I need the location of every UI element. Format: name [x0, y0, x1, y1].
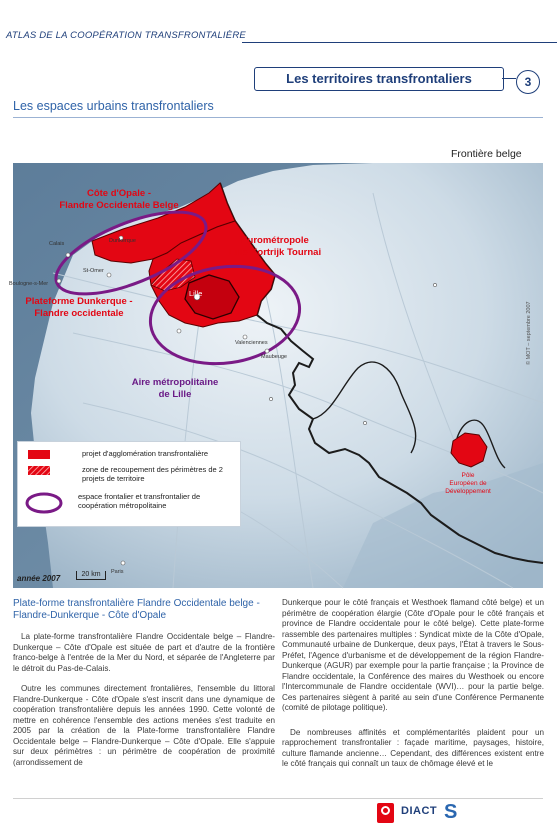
town-paris: Paris — [111, 569, 124, 575]
legend-swatch-espace — [24, 490, 72, 516]
article-right-column — [282, 598, 544, 780]
partner-logo-red — [377, 803, 394, 823]
label-pole-3: Développement — [445, 488, 491, 495]
town-lille: Lille — [189, 289, 203, 298]
article-left-paragraph-1: La plate-forme transfrontalière Flandre Occidentale belge – Flandre-Dunkerque – Côte d'Opale est située de part et d'autre de la frontière franco-belge à l'entrée de la Mer du Nord, et séparée de l'Angleterre par le détroit du Pas-de-Calais. — [13, 632, 275, 673]
page-number-connector — [502, 78, 516, 79]
legend-agglo-text: projet d'agglomération transfrontalière — [82, 449, 209, 458]
label-pole-1: Pôle — [461, 472, 475, 479]
town-valenciennes: Valenciennes — [235, 340, 268, 346]
article-right-paragraph-2: De nombreuses affinités et complémentarités plaident pour un rapprochement transfrontalier : façade maritime, paysages, histoire, culture flamande ancienne… Cependant, des différences existent entre le côté français qui connaît un taux de chômage élevé et le — [282, 727, 544, 768]
article-title: Plate-forme transfrontalière Flandre Occidentale belge - Flandre-Dunkerque - Côte d'Opale — [13, 598, 260, 621]
legend-espace-text: espace frontalier et transfrontalier de coopération métropolitaine — [78, 492, 201, 510]
label-flandre-occidentale: Flandre occidentale — [34, 308, 124, 319]
label-eurometropole: Eurométropole — [241, 235, 309, 246]
map-legend — [17, 441, 241, 527]
label-plateforme: Plateforme Dunkerque - — [25, 296, 133, 307]
map-frame-label: Frontière belge — [451, 148, 522, 160]
article-left-paragraph-2: Outre les communes directement frontalières, l'ensemble du littoral Flandre-Dunkerque - Côte d'Opale s'est inscrit dans une dynamique de coopération transfrontalière depuis les années 1990. Cette volonté de mettre en cohérence l'ensemble des actions menées s'est traduite en 2005 par la création de la Plate-forme transfrontalière Flandre Occidentale belge – Flandre-Dunkerque – Côte d'Opale. Elle s'appuie sur deux périmètres : un périmètre de coopération de proximité (arrondissement de — [13, 684, 275, 767]
town-st-omer: St-Omer — [83, 268, 104, 274]
footer-rule — [13, 798, 543, 799]
page-subtitle: Les espaces urbains transfrontaliers — [13, 99, 214, 113]
label-aire-metro: Aire métropolitaine — [131, 377, 219, 388]
article-right-paragraph-1: Dunkerque pour le côté français et Westhoek flamand côté belge) et un périmètre de coopération élargie (Côte d'Opale pour le côté français et province de Flandre occidentale pour le côté belge). Cette plate-forme rassemble des partenaires multiples : Syndicat mixte de la Côte d'Opale, Communauté urbaine de Dunkerque, deux pays, l'État à travers le Sous-Préfet, l'Agence d'urbanisme et de développement de la région Flandre-Dunkerque (AGUR) par exemple pour la partie française ; la Province de Flandre occidentale, la Conférence des maires du Westhoek ou encore l'Intercommunale de Flandre occidentale (WVI)… pour la partie belge. Ces partenaires siègent à parité au sein d'une Conférence Permanente (comité de pilotage politique). — [282, 598, 544, 712]
subtitle-rule — [13, 117, 543, 118]
label-flandre-occ-belge: Flandre Occidentale Belge — [59, 200, 179, 211]
partner-logo-s: S — [444, 801, 458, 823]
label-cote-opale: Côte d'Opale - — [86, 188, 152, 199]
town-boulogne: Boulogne-s-Mer — [9, 281, 49, 287]
town-dunkerque: Dunkerque — [109, 238, 136, 244]
diact-logo: DIACT — [401, 805, 438, 817]
map-year: année 2007 — [17, 574, 61, 583]
legend-swatch-recoupement — [28, 465, 76, 477]
label-pole-2: Européen de — [449, 480, 487, 487]
article-left-column — [13, 632, 275, 778]
map-scale: 20 km — [76, 571, 106, 580]
header-rule — [242, 42, 557, 43]
label-de-lille: de Lille — [158, 389, 192, 400]
legend-recoupement-text: zone de recoupement des périmètres de 2 projets de territoire — [82, 465, 223, 483]
map-credit: © MOT – septembre 2007 — [526, 301, 532, 365]
label-lille-kortrijk: Lille Kortrijk Tournai — [228, 247, 322, 258]
section-title-box — [254, 67, 504, 91]
legend-swatch-agglo — [28, 449, 76, 461]
page-number: 3 — [516, 70, 540, 94]
town-calais: Calais — [49, 241, 65, 247]
atlas-title: ATLAS DE LA COOPÉRATION TRANSFRONTALIÈRE — [6, 30, 246, 41]
section-title: Les territoires transfrontaliers — [286, 71, 472, 86]
town-maubeuge: Maubeuge — [261, 354, 287, 360]
